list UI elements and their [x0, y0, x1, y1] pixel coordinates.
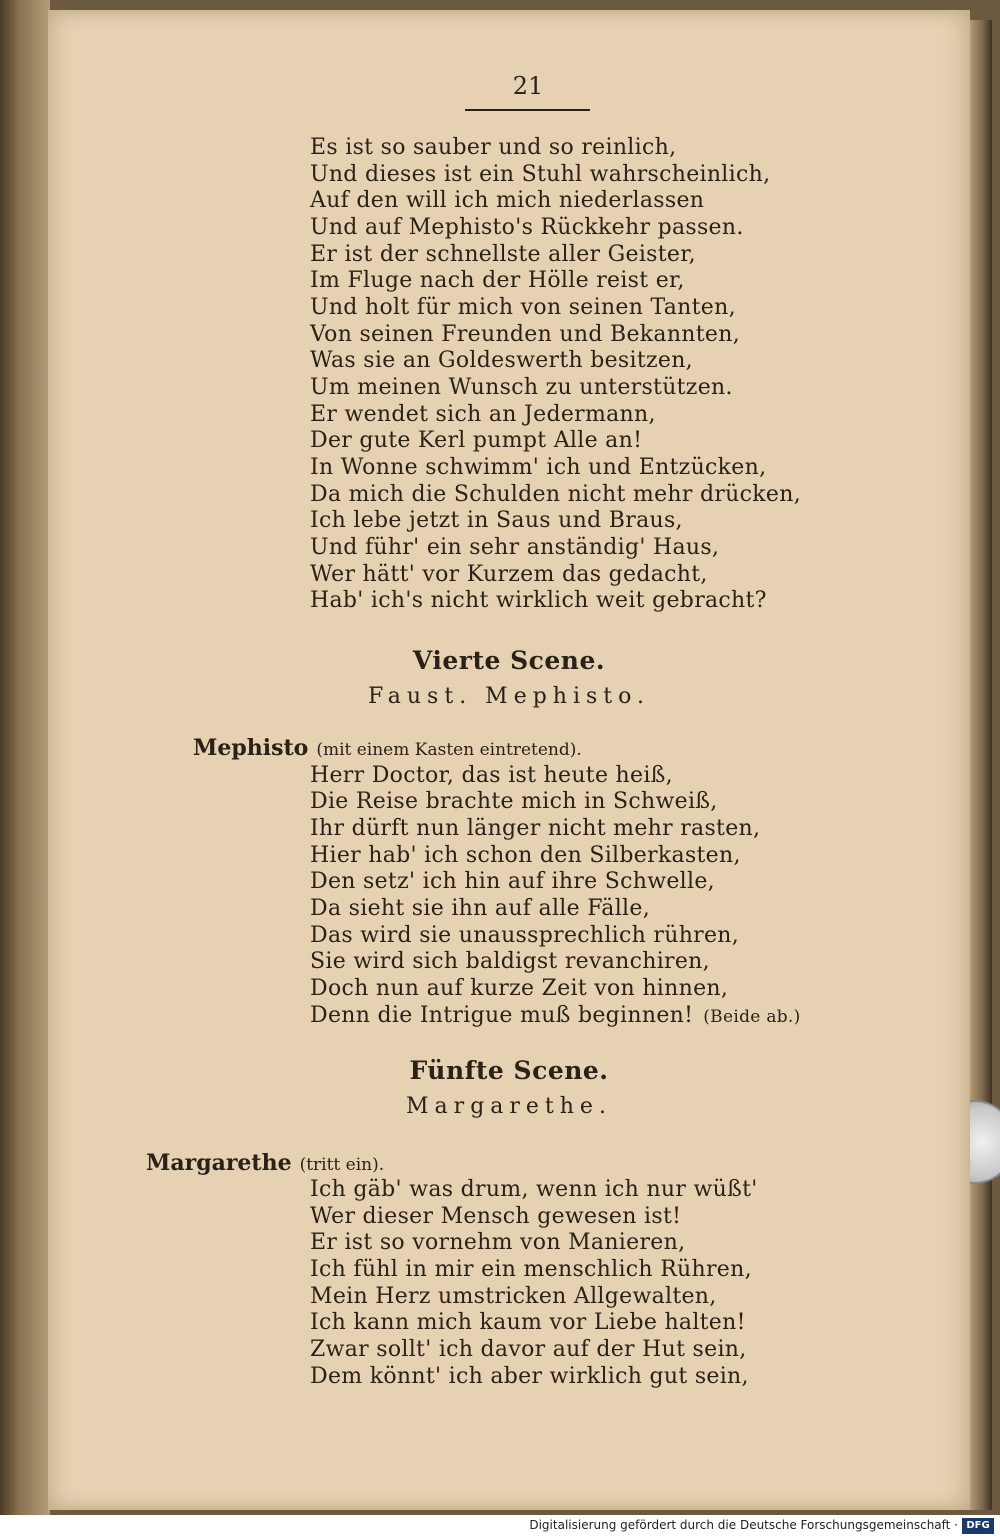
verse-line: Und auf Mephisto's Rückkehr passen. — [310, 215, 744, 240]
verse-line: Was sie an Goldeswerth besitzen, — [310, 348, 693, 373]
verse-line: Auf den will ich mich niederlassen — [310, 188, 705, 213]
book-spine — [0, 0, 50, 1539]
verse-line: Zwar sollt' ich davor auf der Hut sein, — [310, 1337, 747, 1362]
verse-line: Ich fühl in mir ein menschlich Rühren, — [310, 1257, 752, 1282]
verse-line: Den setz' ich hin auf ihre Schwelle, — [310, 869, 715, 894]
verse-line: Herr Doctor, das ist heute heiß, — [310, 763, 673, 788]
scene-5-cast: Margarethe. — [406, 1094, 612, 1119]
footer-credit: Digitalisierung gefördert durch die Deutsche Forschungsgemeinschaft · — [529, 1518, 958, 1532]
verse-line: Ich kann mich kaum vor Liebe halten! — [310, 1310, 746, 1335]
verse-line: Da mich die Schulden nicht mehr drücken, — [310, 482, 801, 507]
verse-line-with-exit — [310, 1003, 801, 1031]
verse-line: In Wonne schwimm' ich und Entzücken, — [310, 455, 767, 480]
header-rule — [465, 109, 590, 111]
verse-line: Er ist so vornehm von Manieren, — [310, 1230, 686, 1255]
verse-line: Mein Herz umstricken Allgewalten, — [310, 1284, 717, 1309]
verse-line: Und führ' ein sehr anständig' Haus, — [310, 535, 720, 560]
verse-line: Wer dieser Mensch gewesen ist! — [310, 1204, 682, 1229]
verse-line: Hier hab' ich schon den Silberkasten, — [310, 843, 741, 868]
page-number: 21 — [512, 72, 544, 100]
verse-line: Von seinen Freunden und Bekannten, — [310, 322, 740, 347]
verse-line: Hab' ich's nicht wirklich weit gebracht? — [310, 588, 767, 613]
verse-line: Das wird sie unaussprechlich rühren, — [310, 923, 740, 948]
verse-line: Wer hätt' vor Kurzem das gedacht, — [310, 562, 708, 587]
stage-direction: (mit einem Kasten eintretend). — [316, 740, 582, 760]
verse-line: Dem könnt' ich aber wirklich gut sein, — [310, 1364, 749, 1389]
page-edge — [968, 20, 992, 1510]
verse-line: Die Reise brachte mich in Schweiß, — [310, 789, 718, 814]
speaker-margarethe — [146, 1150, 384, 1176]
scene-4-title: Vierte Scene. — [412, 646, 606, 675]
scene-4-cast: Faust. Mephisto. — [368, 684, 650, 709]
scene-5-title: Fünfte Scene. — [409, 1056, 609, 1085]
verse-line: Es ist so sauber und so reinlich, — [310, 135, 677, 160]
verse-line: Er wendet sich an Jedermann, — [310, 402, 656, 427]
exit-direction: (Beide ab.) — [703, 1007, 801, 1027]
verse-line: Ihr dürft nun länger nicht mehr rasten, — [310, 816, 761, 841]
verse-line: Und dieses ist ein Stuhl wahrscheinlich, — [310, 162, 771, 187]
verse-text: Denn die Intrigue muß beginnen! — [310, 1003, 694, 1028]
verse-line: Ich gäb' was drum, wenn ich nur wüßt' — [310, 1177, 758, 1202]
verse-line: Und holt für mich von seinen Tanten, — [310, 295, 736, 320]
book-page — [48, 10, 970, 1510]
dfg-logo: DFG — [962, 1518, 994, 1534]
verse-line: Um meinen Wunsch zu unterstützen. — [310, 375, 733, 400]
speaker-name: Mephisto — [193, 735, 309, 761]
speaker-name: Margarethe — [146, 1150, 292, 1176]
verse-line: Ich lebe jetzt in Saus und Braus, — [310, 508, 683, 533]
verse-line: Im Fluge nach der Hölle reist er, — [310, 268, 685, 293]
verse-line: Doch nun auf kurze Zeit von hinnen, — [310, 976, 729, 1001]
verse-line: Er ist der schnellste aller Geister, — [310, 242, 696, 267]
stage-direction: (tritt ein). — [299, 1155, 385, 1175]
verse-line: Sie wird sich baldigst revanchiren, — [310, 949, 710, 974]
verse-line: Der gute Kerl pumpt Alle an! — [310, 428, 643, 453]
speaker-mephisto — [193, 735, 582, 761]
verse-line: Da sieht sie ihn auf alle Fälle, — [310, 896, 650, 921]
